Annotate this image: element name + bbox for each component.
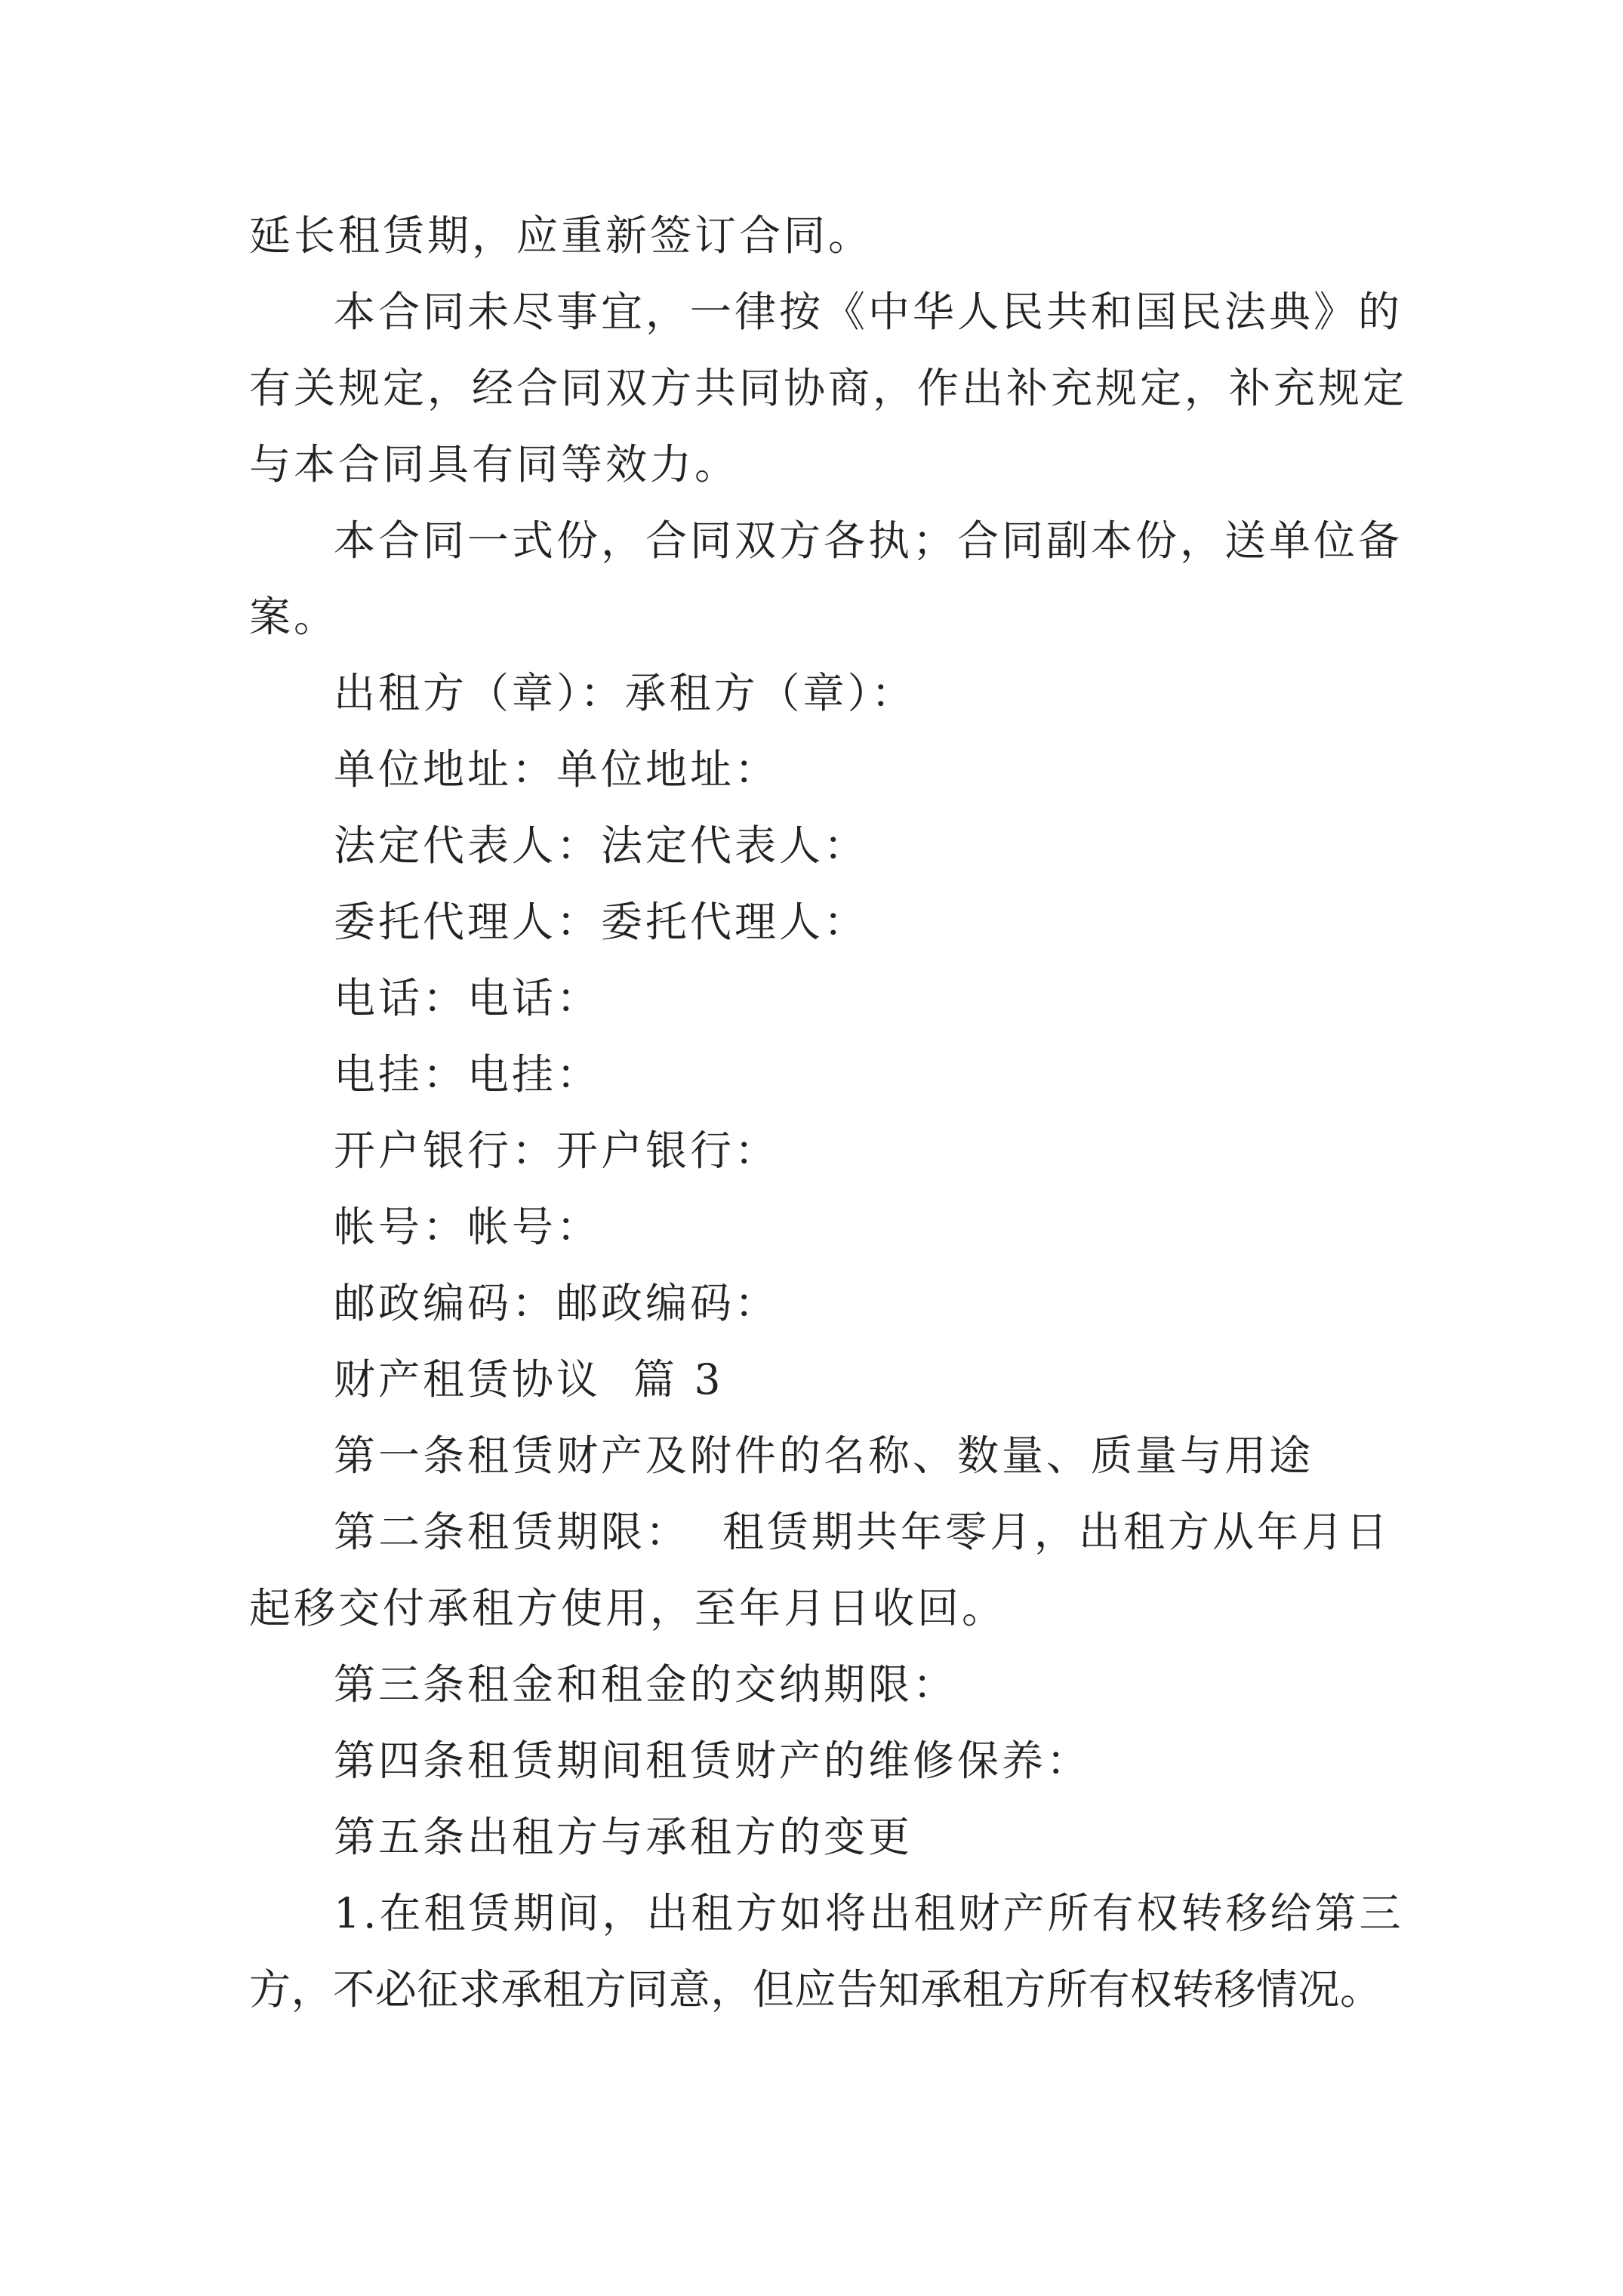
- paragraph: [249, 1723, 1381, 1799]
- paragraph: [249, 1799, 1381, 1875]
- text-line: 电挂：电挂：: [334, 1050, 602, 1099]
- text-line: 单位地址：单位地址：: [334, 745, 780, 794]
- paragraph: [249, 960, 1381, 1037]
- paragraph: [249, 198, 1381, 274]
- text-line: 起移交付承租方使用，至年月日收回。: [249, 1584, 1007, 1632]
- text-line: 第二条租赁期限： 租赁期共年零月，出租方从年月日: [334, 1508, 1390, 1556]
- paragraph: [249, 1189, 1381, 1265]
- text-line: 财产租赁协议 篇 3: [334, 1355, 724, 1404]
- text-line: 邮政编码：邮政编码：: [334, 1279, 780, 1327]
- paragraph: [249, 503, 1403, 655]
- paragraph: [249, 884, 1381, 960]
- text-line: 法定代表人：法定代表人：: [334, 821, 869, 870]
- document-body: [249, 198, 1408, 2028]
- paragraph: [249, 1494, 1390, 1647]
- paragraph: [249, 274, 1408, 503]
- text-line: 出租方（章）：承租方（章）：: [334, 669, 916, 717]
- paragraph: [249, 808, 1381, 884]
- text-line: 1.在租赁期间，出租方如将出租财产所有权转移给第三: [334, 1889, 1404, 1937]
- text-line: 电话：电话：: [334, 974, 602, 1022]
- text-line: 方，不必征求承租方同意，但应告知承租方所有权转移情况。: [249, 1965, 1381, 2014]
- paragraph: [249, 1037, 1381, 1113]
- paragraph: [249, 1875, 1404, 2028]
- text-line: 第一条租赁财产及附件的名称、数量、质量与用途: [334, 1432, 1314, 1480]
- paragraph: [249, 1265, 1381, 1342]
- text-line: 与本合同具有同等效力。: [249, 440, 740, 488]
- text-line: 有关规定，经合同双方共同协商，作出补充规定，补充规定: [249, 364, 1408, 412]
- paragraph: [249, 1418, 1381, 1494]
- paragraph: [249, 732, 1381, 808]
- paragraph: [249, 1113, 1381, 1189]
- text-line: 案。: [249, 593, 339, 641]
- paragraph: [249, 655, 1381, 732]
- text-line: 第四条租赁期间租赁财产的维修保养：: [334, 1737, 1092, 1785]
- section-heading: [249, 1342, 1381, 1418]
- text-line: 本合同未尽事宜，一律按《中华人民共和国民法典》的: [334, 288, 1403, 336]
- text-line: 延长租赁期，应重新签订合同。: [249, 211, 873, 260]
- text-line: 帐号：帐号：: [334, 1203, 602, 1251]
- text-line: 开户银行：开户银行：: [334, 1126, 780, 1175]
- text-line: 第三条租金和租金的交纳期限：: [334, 1660, 958, 1709]
- text-line: 本合同一式份，合同双方各执；合同副本份，送单位备: [334, 516, 1403, 565]
- text-line: 委托代理人：委托代理人：: [334, 898, 869, 946]
- paragraph: [249, 1647, 1381, 1723]
- text-line: 第五条出租方与承租方的变更: [334, 1813, 913, 1861]
